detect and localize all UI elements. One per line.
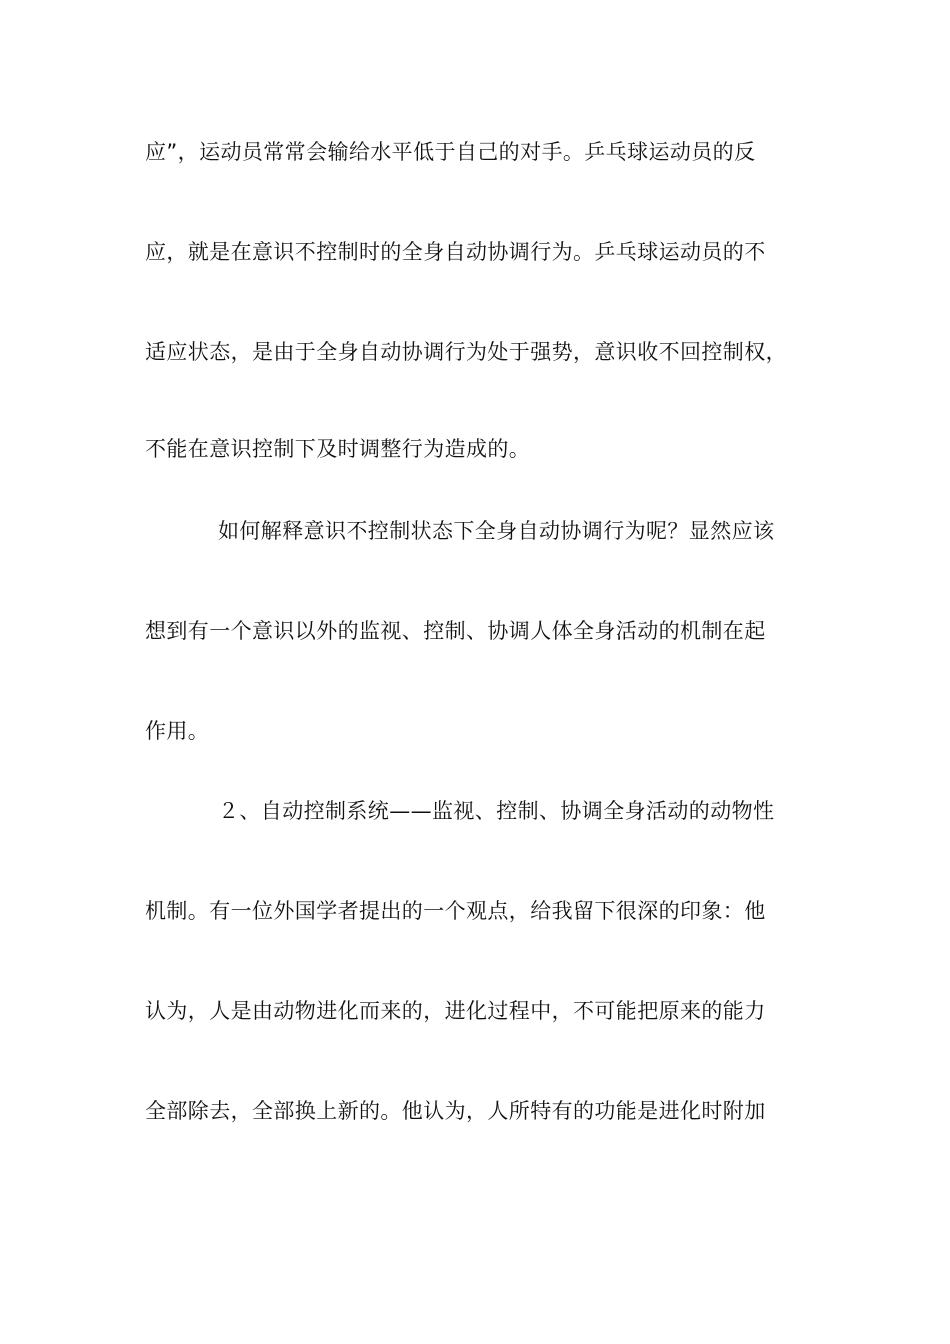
text-line: 想到有一个意识以外的监视、控制、协调人体全身活动的机制在起 — [145, 619, 766, 643]
text-line: 适应状态，是由于全身自动协调行为处于强势，意识收不回控制权， — [145, 340, 787, 364]
text-line: 全部除去，全部换上新的。他认为，人所特有的功能是进化时附加 — [145, 1099, 766, 1123]
text-line: 应”，运动员常常会输给水平低于自己的对手。乒乓球运动员的反 — [145, 140, 756, 164]
text-line: 应，就是在意识不控制时的全身自动协调行为。乒乓球运动员的不 — [145, 240, 766, 264]
text-line: 认为，人是由动物进化而来的，进化过程中，不可能把原来的能力 — [145, 999, 766, 1023]
paragraph-first-line: 如何解释意识不控制状态下全身自动协调行为呢？显然应该 — [218, 519, 775, 543]
text-line: 作用。 — [145, 719, 210, 743]
text-line: 不能在意识控制下及时调整行为造成的。 — [145, 437, 531, 461]
text-line: 机制。有一位外国学者提出的一个观点，给我留下很深的印象：他 — [145, 899, 766, 923]
section-heading-line: ２、自动控制系统——监视、控制、协调全身活动的动物性 — [218, 799, 775, 823]
